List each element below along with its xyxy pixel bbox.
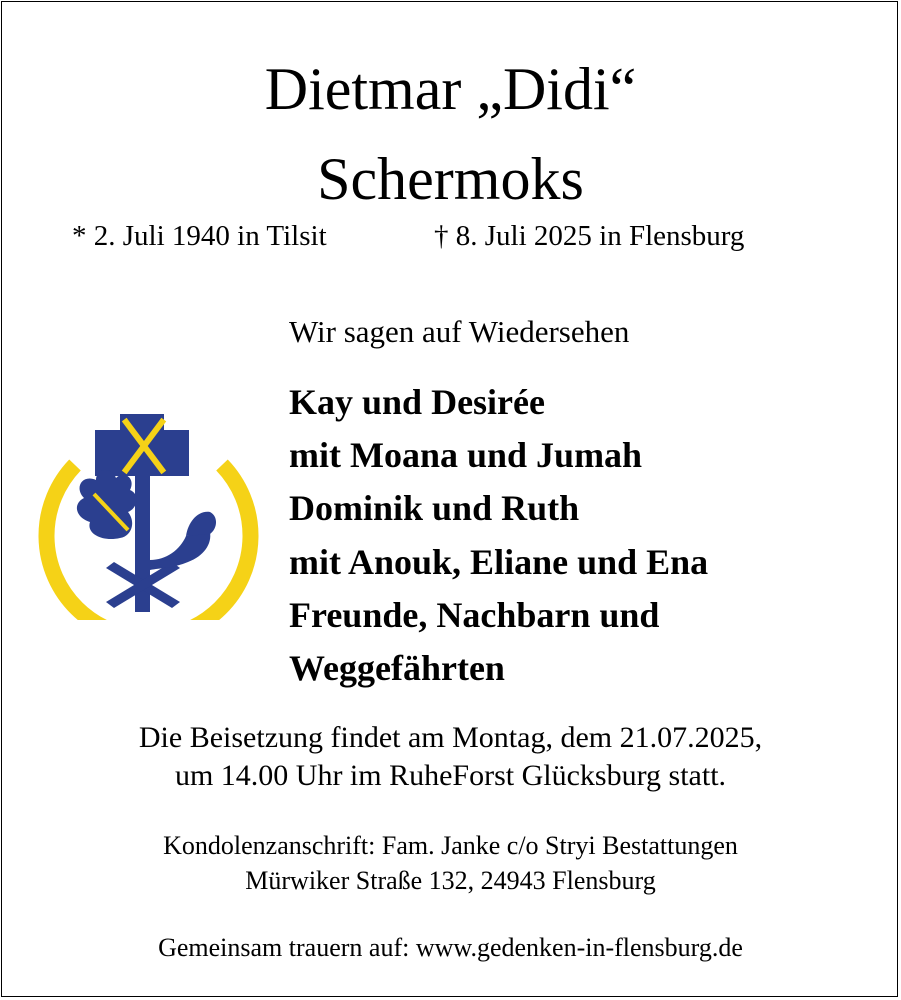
address-line: Kondolenzanschrift: Fam. Janke c/o Stryi Bestattungen: [163, 831, 738, 860]
condolence-address: [0, 828, 901, 898]
death-date: † 8. Juli 2025 in Flensburg: [434, 220, 745, 252]
memorial-website: Gemeinsam trauern auf: www.gedenken-in-flensburg.de: [158, 933, 743, 962]
deceased-name-line1: Dietmar „Didi“: [264, 56, 637, 122]
forester-emblem-icon: [28, 410, 268, 620]
mourner-line: Weggefährten: [289, 647, 505, 688]
burial-line: um 14.00 Uhr im RuheForst Glücksburg statt.: [174, 759, 727, 792]
mourner-line: Freunde, Nachbarn und: [289, 594, 660, 635]
mourner-line: Dominik und Ruth: [289, 488, 580, 529]
mourner-line: Kay und Desirée: [289, 382, 545, 422]
deceased-name-line2: Schermoks: [317, 146, 584, 212]
burial-line: Die Beisetzung findet am Montag, dem 21.07.2025,: [138, 721, 763, 754]
burial-notice: [0, 719, 901, 795]
farewell-text: Wir sagen auf Wiedersehen: [289, 314, 630, 349]
address-line: Mürwiker Straße 132, 24943 Flensburg: [245, 866, 656, 895]
birth-date: * 2. Juli 1940 in Tilsit: [72, 220, 327, 252]
mourners-list: [289, 376, 708, 695]
mourner-line: mit Moana und Jumah: [289, 435, 643, 476]
mourner-line: mit Anouk, Eliane und Ena: [289, 541, 709, 582]
